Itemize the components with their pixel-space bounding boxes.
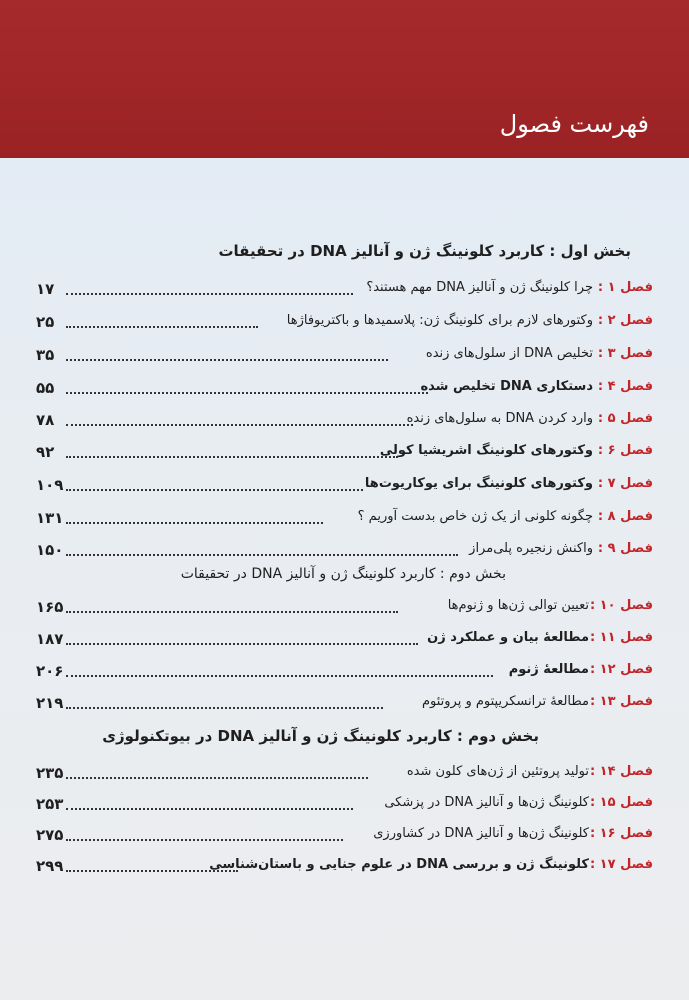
- chapter-title: مطالعهٔ ژنوم: [508, 662, 589, 677]
- page-number: ۵۵: [36, 379, 55, 397]
- dot-leader: [66, 392, 428, 394]
- dot-leader: [66, 489, 363, 491]
- chapter-title: دستکاری DNA تخلیص شده: [420, 379, 593, 394]
- chapter-title: تولید پروتئین از ژن‌های کلون شده: [406, 764, 589, 779]
- chapter-number: فصل ۱۱ :: [589, 630, 653, 645]
- page-number: ۹۲: [36, 443, 55, 461]
- dot-leader: [66, 359, 388, 361]
- chapter-number: فصل ۷ :: [597, 476, 653, 491]
- page-number: ۱۶۵: [36, 598, 64, 616]
- chapter-number: فصل ۱۳ :: [589, 694, 653, 709]
- chapter-number: فصل ۱۰ :: [589, 598, 653, 613]
- toc-entry[interactable]: [36, 764, 653, 784]
- toc-entry[interactable]: [36, 313, 653, 333]
- chapter-title: وکتورهای کلونینگ اشریشیا کولی: [379, 443, 593, 458]
- section-heading: بخش اول : کاربرد کلونینگ ژن و آنالیز DNA در تحقیقات: [218, 242, 631, 260]
- chapter-title: چگونه کلونی از یک ژن خاص بدست آوریم ؟: [357, 509, 593, 524]
- toc-entry[interactable]: [36, 826, 653, 846]
- dot-leader: [66, 424, 413, 426]
- chapter-number: فصل ۵ :: [597, 411, 653, 426]
- dot-leader: [66, 326, 258, 328]
- toc-entry[interactable]: [36, 476, 653, 496]
- page-number: ۱۵۰: [36, 541, 64, 559]
- dot-leader: [66, 777, 368, 779]
- chapter-title: وکتورهای لازم برای کلونینگ ژن: پلاسمیدها و باکتریوفاژها: [286, 313, 593, 328]
- page-number: ۲۷۵: [36, 826, 64, 844]
- toc-entry[interactable]: [36, 280, 653, 300]
- page-number: ۲۰۶: [36, 662, 64, 680]
- page-number: ۲۳۵: [36, 764, 64, 782]
- chapter-number: فصل ۹ :: [597, 541, 653, 556]
- page-number: ۲۹۹: [36, 857, 64, 875]
- header-banner: [0, 0, 689, 158]
- section-heading: بخش دوم : کاربرد کلونینگ ژن و آنالیز DNA در تحقیقات: [180, 566, 506, 582]
- chapter-number: فصل ۲ :: [597, 313, 653, 328]
- toc-entry[interactable]: [36, 379, 653, 399]
- chapter-number: فصل ۱۵ :: [589, 795, 653, 810]
- chapter-number: فصل ۳ :: [597, 346, 653, 361]
- chapter-title: وکتورهای کلونینگ برای یوکاریوت‌ها: [364, 476, 593, 491]
- dot-leader: [66, 522, 323, 524]
- section-heading: بخش دوم : کاربرد کلونینگ ژن و آنالیز DNA در بیوتکنولوژی: [102, 727, 539, 745]
- chapter-number: فصل ۱۷ :: [589, 857, 653, 872]
- toc-entry[interactable]: [36, 694, 653, 714]
- chapter-title: تعیین توالی ژن‌ها و ژنوم‌ها: [447, 598, 589, 613]
- chapter-number: فصل ۸ :: [597, 509, 653, 524]
- chapter-title: تخلیص DNA از سلول‌های زنده: [425, 346, 593, 361]
- dot-leader: [66, 839, 343, 841]
- page-number: ۲۱۹: [36, 694, 64, 712]
- dot-leader: [66, 870, 238, 872]
- dot-leader: [66, 554, 458, 556]
- chapter-title: کلونینگ ژن و بررسی DNA در علوم جنایی و باستان‌شناسی: [209, 857, 589, 872]
- dot-leader: [66, 707, 383, 709]
- chapter-title: کلونینگ ژن‌ها و آنالیز DNA در پزشکی: [384, 795, 589, 810]
- page-number: ۱۸۷: [36, 630, 64, 648]
- chapter-number: فصل ۴ :: [597, 379, 653, 394]
- dot-leader: [66, 456, 398, 458]
- toc-entry[interactable]: [36, 346, 653, 366]
- toc-entry[interactable]: [36, 662, 653, 682]
- toc-entry[interactable]: [36, 598, 653, 618]
- toc-entry[interactable]: [36, 411, 653, 431]
- dot-leader: [66, 611, 398, 613]
- page-number: ۳۵: [36, 346, 55, 364]
- toc-entry[interactable]: [36, 541, 653, 561]
- toc-entry[interactable]: [36, 509, 653, 529]
- page-number: ۱۷: [36, 280, 55, 298]
- toc-entry[interactable]: [36, 795, 653, 815]
- toc-entry[interactable]: [36, 630, 653, 650]
- page-number: ۱۳۱: [36, 509, 64, 527]
- dot-leader: [66, 675, 493, 677]
- chapter-title: مطالعهٔ ترانسکریپتوم و پروتئوم: [421, 694, 589, 709]
- dot-leader: [66, 808, 353, 810]
- chapter-title: مطالعهٔ بیان و عملکرد ژن: [427, 630, 589, 645]
- page-number: ۲۵۳: [36, 795, 64, 813]
- page-number: ۲۵: [36, 313, 55, 331]
- chapter-title: وارد کردن DNA به سلول‌های زنده: [406, 411, 593, 426]
- chapter-number: فصل ۱ :: [597, 280, 653, 295]
- toc-entry[interactable]: [36, 443, 653, 463]
- toc-entry[interactable]: [36, 857, 653, 877]
- chapter-number: فصل ۱۲ :: [589, 662, 653, 677]
- chapter-title: کلونینگ ژن‌ها و آنالیز DNA در کشاورزی: [373, 826, 589, 841]
- chapter-title: چرا کلونینگ ژن و آنالیز DNA مهم هستند؟: [366, 280, 593, 295]
- dot-leader: [66, 293, 353, 295]
- page-number: ۱۰۹: [36, 476, 64, 494]
- chapter-title: واکنش زنجیره پلی‌مراز: [469, 541, 593, 556]
- chapter-number: فصل ۱۶ :: [589, 826, 653, 841]
- dot-leader: [66, 643, 418, 645]
- chapter-number: فصل ۶ :: [597, 443, 653, 458]
- page-number: ۷۸: [36, 411, 55, 429]
- page-title: فهرست فصول: [499, 110, 649, 138]
- chapter-number: فصل ۱۴ :: [589, 764, 653, 779]
